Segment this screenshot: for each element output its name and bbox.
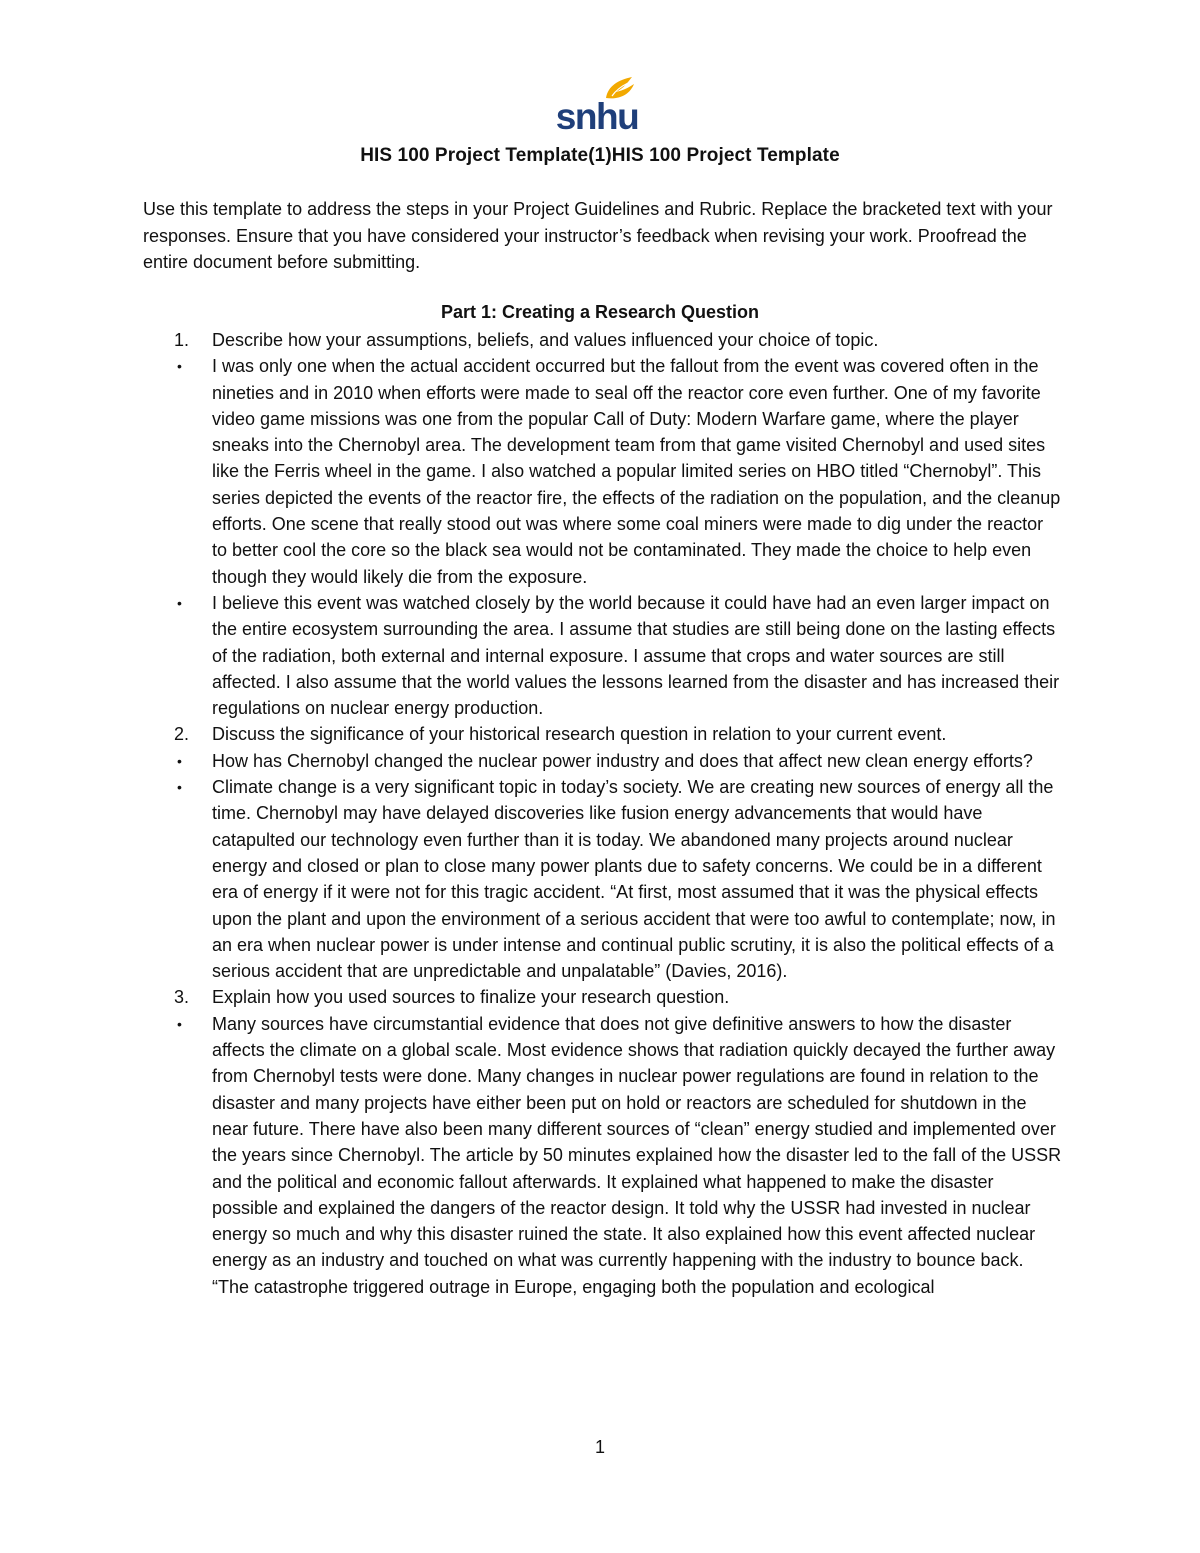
intro-paragraph: Use this template to address the steps in your Project Guidelines and Rubric. Replace the bracketed text with your responses. Ensure that you have considered your instructor’s feedback when revising your work. Proofread the entire document before submitting. bbox=[143, 199, 1053, 272]
response-text: Many sources have circumstantial evidence that does not give definitive answers to how the disaster affects the climate on a global scale. Most evidence shows that radiation quickly decayed the further away from Chernobyl tests were done. Many changes in nuclear power regulations are found in relation to the disaster and many projects have either been put on hold or reactors are scheduled for shutdown in the near future. There have also been many different sources of “clean” energy studied and implemented over the years since Chernobyl. The article by 50 minutes explained how the disaster led to the fall of the USSR and the political and economic fallout afterwards. It explained what happened to make the disaster possible and explained the dangers of the reactor design. It told why the USSR had invested in nuclear energy so much and why this disaster ruined the state. It also explained how this event affected nuclear energy as an industry and touched on what was currently happening with the industry to bounce back. “The catastrophe triggered outrage in Europe, engaging both the population and ecological bbox=[212, 1013, 1062, 1297]
response-text: I was only one when the actual accident occurred but the fallout from the event was covered often in the nineties and in 2010 when efforts were made to seal off the reactor core even further. One of my favorite video game missions was one from the popular Call of Duty: Modern Warfare game, where the player sneaks into the Chernobyl area. The development team from that game visited Chernobyl and used sites like the Ferris wheel in the game. I also watched a popular limited series on HBO titled “Chernobyl”. This series depicted the events of the reactor fire, the effects of the radiation on the population, and the cleanup efforts. One scene that really stood out was where some coal miners were made to dig under the reactor to better cool the core so the black sea would not be contaminated. They made the choice to help even though they would likely die from the exposure. bbox=[212, 356, 1061, 587]
bullet-response bbox=[143, 353, 1063, 590]
logo-wordmark: snhu bbox=[555, 96, 639, 134]
bullet-response bbox=[143, 748, 1063, 774]
question-number: 1. bbox=[174, 330, 190, 350]
bullet-response bbox=[143, 774, 1063, 984]
bullet-response bbox=[143, 590, 1063, 721]
bullet-icon: • bbox=[177, 358, 182, 375]
part1-heading: Part 1: Creating a Research Question bbox=[440, 302, 760, 322]
question-list bbox=[143, 327, 1063, 1300]
question-number: 3. bbox=[174, 987, 190, 1008]
bullet-icon: • bbox=[177, 752, 182, 769]
bullet-response bbox=[143, 1011, 1063, 1300]
bullet-icon: • bbox=[177, 594, 182, 611]
numbered-question bbox=[143, 984, 1063, 1010]
question-text: Explain how you used sources to finalize your research question. bbox=[212, 987, 730, 1008]
numbered-question bbox=[143, 327, 1063, 353]
numbered-question bbox=[143, 721, 1063, 747]
bullet-icon: • bbox=[177, 779, 182, 796]
response-text: How has Chernobyl changed the nuclear power industry and does that affect new clean energy efforts? bbox=[212, 750, 1033, 771]
question-text: Describe how your assumptions, beliefs, and values influenced your choice of topic. bbox=[212, 330, 879, 350]
response-text: I believe this event was watched closely by the world because it could have had an even larger impact on the entire ecosystem surrounding the area. I assume that studies are still being done on the lasting effects of the radiation, both external and internal exposure. I assume that crops and water sources are still affected. I also assume that the world values the lessons learned from the disaster and has increased their regulations on nuclear energy production. bbox=[212, 592, 1060, 719]
question-text: Discuss the significance of your historical research question in relation to your current event. bbox=[212, 724, 947, 745]
page-number: 1 bbox=[594, 1437, 605, 1457]
document-title: HIS 100 Project Template(1)HIS 100 Project Template bbox=[360, 145, 840, 166]
bullet-icon: • bbox=[177, 1015, 182, 1032]
snhu-logo bbox=[554, 72, 640, 134]
response-text: Climate change is a very significant topic in today’s society. We are creating new sources of energy all the time. Chernobyl may have delayed discoveries like fusion energy advancements that would have catapulted our technology even further than it is today. We abandoned many projects around nuclear energy and closed or plan to close many power plants due to safety concerns. We could be in a different era of energy if it were not for this tragic accident. “At first, most assumed that it was the physical effects upon the plant and upon the environment of a serious accident that were too awful to contemplate; now, in an era when nuclear power is under intense and continual public scrutiny, it is also the political effects of a serious accident that are unpredictable and unpalatable” (Davies, 2016). bbox=[212, 777, 1056, 982]
question-number: 2. bbox=[174, 724, 190, 745]
